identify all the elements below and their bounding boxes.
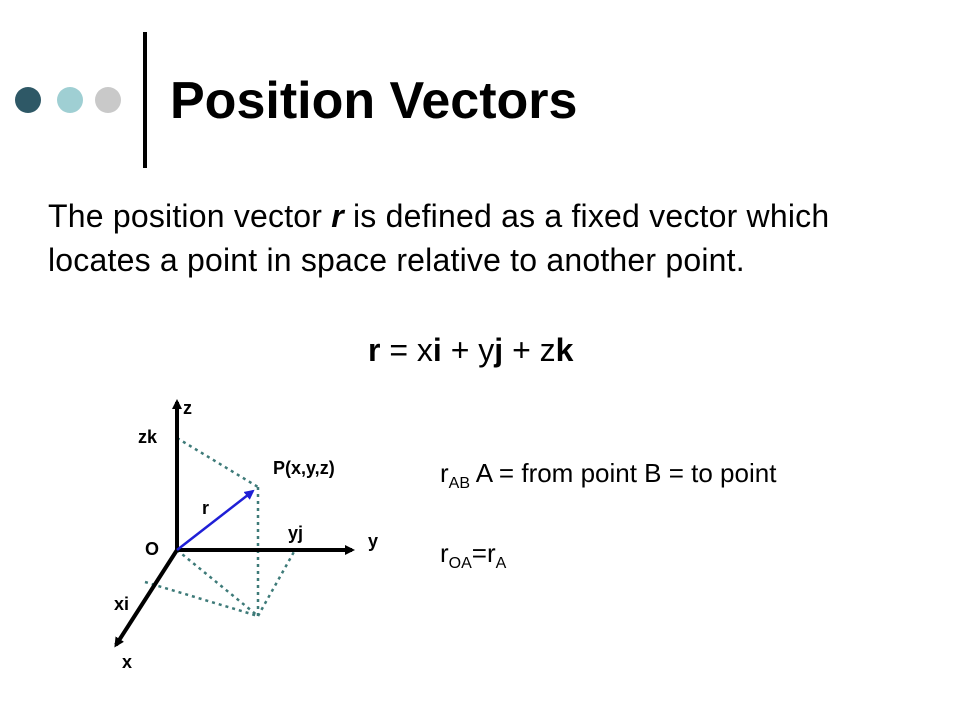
guide-zk-to-p — [177, 438, 258, 487]
formula-j: j — [494, 332, 504, 368]
note-rab-sub: AB — [448, 475, 471, 492]
xi-label: xi — [114, 594, 130, 614]
note-rab-r: r — [440, 458, 449, 488]
slide-title: Position Vectors — [170, 72, 578, 130]
note-roa-sub: OA — [448, 555, 472, 572]
yj-label: yj — [288, 523, 304, 543]
z-axis-label: z — [183, 398, 192, 418]
origin-label: O — [145, 539, 160, 559]
note-rab — [440, 456, 776, 501]
y-axis-label: y — [368, 531, 379, 551]
note-roa-sub-a: A — [495, 555, 507, 572]
note-roa-eq: =r — [471, 538, 496, 568]
guide-xi-to-base — [145, 582, 258, 616]
definition-part1: The position vector — [48, 198, 332, 234]
x-axis-label: x — [122, 652, 133, 672]
formula-plus1: + y — [441, 332, 495, 368]
position-vector-r — [177, 491, 253, 550]
point-p-label: P(x,y,z) — [273, 458, 335, 478]
note-rab-text: A = from point B = to point — [470, 458, 777, 488]
definition-symbol: r — [331, 198, 344, 234]
formula-i: i — [432, 332, 442, 368]
definition-part2: is defined as a fixed vector which locates a point in space relative to another point. — [48, 198, 830, 278]
note-roa-r: r — [440, 538, 449, 568]
formula-k: k — [555, 332, 574, 368]
guide-base-to-yj — [258, 550, 295, 616]
formula-eq: = x — [380, 332, 433, 368]
formula-r: r — [368, 332, 381, 368]
formula-plus2: + z — [503, 332, 556, 368]
zk-label: zk — [138, 427, 158, 447]
note-roa — [440, 536, 506, 581]
r-label: r — [202, 498, 210, 518]
guide-origin-to-base — [177, 550, 258, 616]
